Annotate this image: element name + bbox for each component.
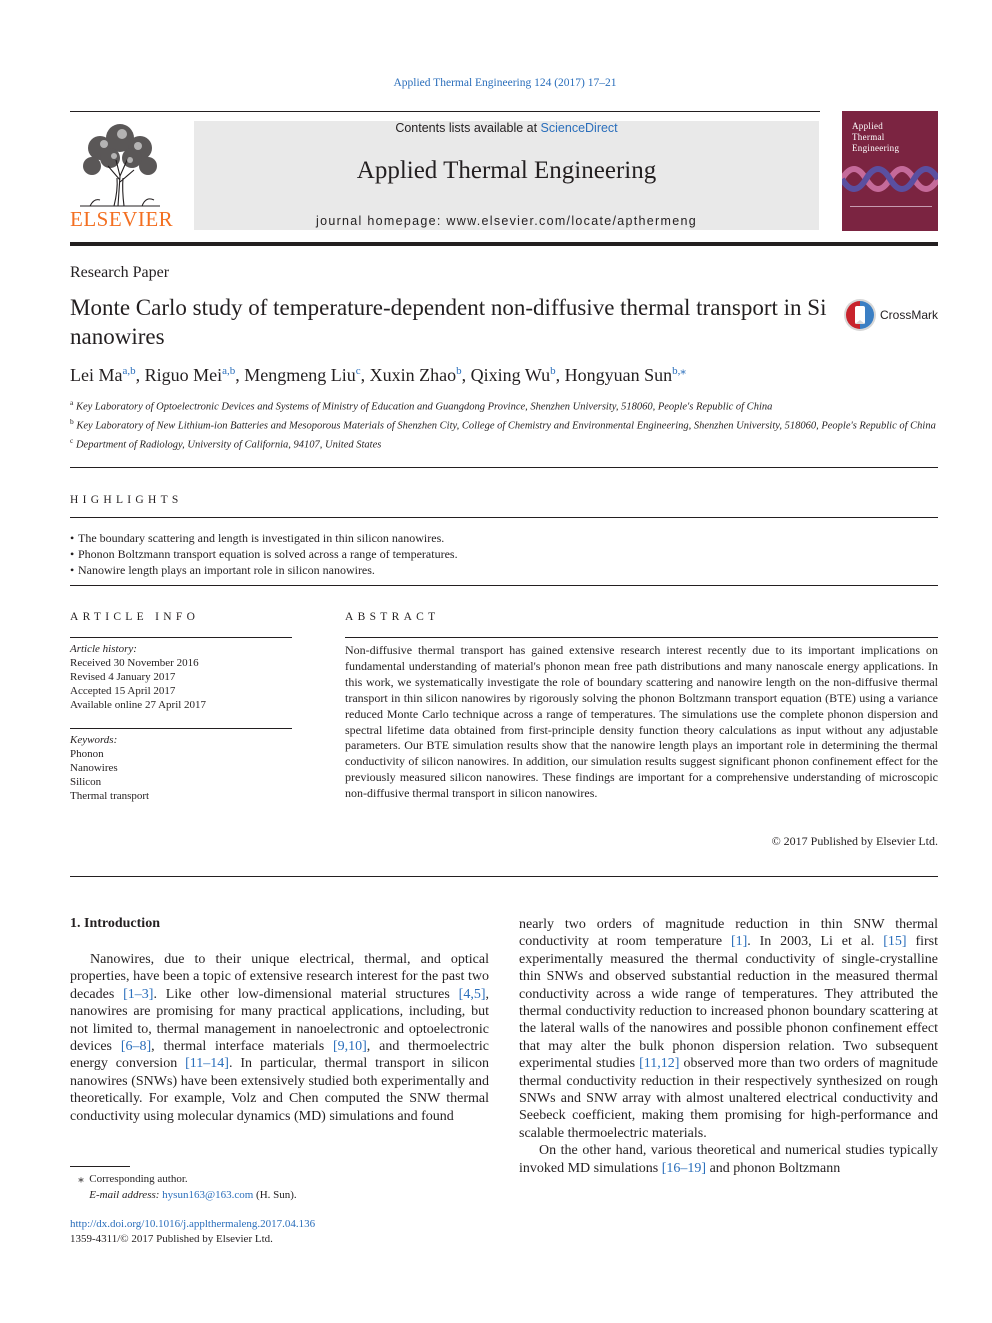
footnote [70, 1171, 297, 1203]
affiliations [70, 396, 938, 452]
history-item: Received 30 November 2016 [70, 657, 199, 669]
affiliation-mark: a [70, 398, 74, 407]
abstract-copyright: © 2017 Published by Elsevier Ltd. [771, 834, 938, 848]
corresponding-author-note [70, 1171, 297, 1187]
body-column-left [70, 951, 489, 1125]
highlights-list [70, 530, 458, 578]
author-affiliation-marker[interactable]: b,⁎ [672, 365, 686, 377]
highlight-item [70, 562, 458, 578]
affiliation-mark: b [70, 416, 74, 426]
history-item: Available online 27 April 2017 [70, 699, 207, 711]
crossmark-badge[interactable] [843, 298, 943, 334]
homepage-link[interactable]: www.elsevier.com/locate/apthermeng [446, 214, 697, 228]
article-info-rule [70, 637, 292, 638]
elsevier-logo[interactable] [70, 120, 174, 232]
paragraph-text: observed more than two orders of magnitude thermal conductivity reduction in their respectively synthesized on rough SNWs and SNW array with almost unaltered electrical conductivity and Seebeck coefficient, making them promising for high-performance and scalable thermoelectric materials. [519, 1056, 938, 1141]
highlight-text: Phonon Boltzmann transport equation is solved across a range of temperatures. [78, 547, 458, 561]
bullet-icon: • [70, 531, 75, 545]
article-history [70, 642, 206, 712]
affiliation-text: Key Laboratory of New Lithium-ion Batteries and Mesoporous Materials of Shenzhen City, College of Chemistry and Environmental Engineering, Shenzhen University, 518060, People's Republic of China [76, 420, 936, 432]
affiliations-rule [70, 467, 938, 468]
issn-copyright: 1359-4311/© 2017 Published by Elsevier Ltd. [70, 1232, 273, 1245]
cover-title-line: Engineering [852, 143, 900, 153]
crossmark-label: CrossMark [880, 308, 939, 322]
email-label: E-mail address: [89, 1189, 160, 1201]
doi-link[interactable]: http://dx.doi.org/10.1016/j.applthermaleng.2017.04.136 [70, 1218, 316, 1230]
citation-link[interactable]: [11,12] [639, 1056, 680, 1072]
author-separator: , [555, 365, 565, 385]
cover-footer-line [850, 206, 932, 207]
highlights-bottom-rule [70, 585, 938, 586]
keyword-item: Phonon [70, 748, 104, 760]
cover-title [852, 121, 899, 154]
author-separator: , [235, 365, 245, 385]
paragraph-text: On the other hand, various theoretical and numerical studies typically invoked MD simulations [519, 1143, 938, 1176]
author-name[interactable]: Hongyuan Sun [564, 365, 673, 385]
abstract-rule [345, 637, 938, 638]
body-column-right [519, 916, 938, 1177]
cover-title-line: Applied [852, 121, 884, 131]
paragraph-text: nearly two orders of magnitude reduction in thin SNW thermal conductivity at room temperature [519, 917, 938, 950]
author-list [70, 364, 686, 386]
history-label: Article history: [70, 643, 137, 655]
article-type: Research Paper [70, 264, 170, 281]
affiliation-item [70, 434, 938, 453]
affiliation-text: Department of Radiology, University of California, 94107, United States [75, 439, 382, 451]
affiliation-item [70, 415, 938, 434]
journal-homepage [194, 214, 819, 228]
author-name[interactable]: Riguo Mei [144, 365, 223, 385]
paragraph [70, 951, 489, 1125]
contents-line [194, 121, 819, 135]
highlight-text: Nanowire length plays an important role in silicon nanowires. [78, 563, 375, 577]
keyword-item: Nanowires [70, 762, 118, 774]
author-name[interactable]: Lei Ma [70, 365, 123, 385]
author-affiliation-marker[interactable]: a,b [122, 365, 136, 377]
article-title: Monte Carlo study of temperature-dependent non-diffusive thermal transport in Si nanowires [70, 295, 827, 349]
citation-link[interactable]: [6–8] [120, 1039, 152, 1055]
cover-wave-graphic [842, 159, 938, 199]
citation-link[interactable]: [1–3] [123, 986, 154, 1002]
header-rule [70, 111, 820, 112]
journal-cover[interactable] [842, 111, 938, 231]
citation-link[interactable]: [11–14] [185, 1056, 229, 1072]
author-name[interactable]: Mengmeng Liu [244, 365, 356, 385]
paragraph [519, 1142, 938, 1177]
paragraph-text: . Like other low-dimensional material structures [153, 986, 459, 1002]
email-suffix: (H. Sun). [253, 1189, 297, 1201]
keywords [70, 733, 149, 803]
highlight-text: The boundary scattering and length is investigated in thin silicon nanowires. [78, 531, 445, 545]
abstract-text: Non-diffusive thermal transport has gained extensive research interest recently due to its important implications on fundamental understanding of material's phonon mean free path distributions and many nanoscale energy applications. In this work, we systematically investigate the role of boundary scattering and nanowire length on the non-diffusive thermal transport in thin silicon nanowires by rigorously solving the phonon Boltzmann transport equation (BTE) using a variance reduced Monte Carlo technique across a range of temperatures. The simulations use the complete phonon dispersion and spectral lifetime data obtained from first-principle density function theory calculations as input without any adjustable parameters. Our BTE simulation results show that the nanowire length plays an important role in determining the thermal conductivity of silicon nanowires. In addition, our simulation results suggest significant phonon confinement effect for the previously measured silicon nanowires. These findings are important for a comprehensive understanding of microscopic non-diffusive thermal transport in silicon nanowires. [345, 643, 938, 801]
paragraph-text: . In 2003, Li et al. [747, 934, 884, 950]
author-name[interactable]: Qixing Wu [470, 365, 551, 385]
paragraph-text: . In particular, thermal transport in silicon nanowires (SNWs) have been extensively studied both experimentally and theoretically. For example, Volz and Chen computed the SNW thermal conductivity using molecular dynamics (MD) simulations and found [70, 1056, 489, 1124]
cover-title-line: Thermal [852, 132, 885, 142]
highlights-heading: HIGHLIGHTS [70, 494, 183, 506]
citation-link[interactable]: [1] [730, 934, 748, 950]
history-item: Accepted 15 April 2017 [70, 685, 176, 697]
affiliation-item [70, 396, 938, 415]
author-separator: , [360, 365, 370, 385]
crossmark-icon [843, 298, 877, 332]
elsevier-wordmark: ELSEVIER [70, 207, 174, 231]
email-link[interactable]: hysun163@163.com [162, 1189, 254, 1201]
corresponding-label: Corresponding author. [89, 1173, 188, 1185]
email-note [70, 1187, 297, 1203]
highlight-item [70, 530, 458, 546]
affiliation-text: Key Laboratory of Optoelectronic Devices and Systems of Ministry of Education and Guangdong Province, Shenzhen University, 518060, People's Republic of China [75, 401, 773, 413]
citation-link[interactable]: [9,10] [332, 1039, 367, 1055]
article-info-heading: ARTICLE INFO [70, 611, 200, 623]
paragraph-text: first experimentally measured the thermal conductivity of single-crystalline thin SNWs and observed substantial reduction in the measured thermal conductivity across a wide range of temperatures. They attributed the thermal conductivity reduction to increased phonon boundary scattering at the lateral walls of the nanowires and possible phonon confinement effect that may alter the bulk phonon dispersion relation. Two subsequent experimental studies [519, 934, 938, 1072]
keyword-item: Thermal transport [70, 790, 150, 802]
journal-citation[interactable]: Applied Thermal Engineering 124 (2017) 17–21 [393, 77, 617, 89]
bullet-icon: • [70, 547, 75, 561]
abstract-heading: ABSTRACT [345, 611, 440, 623]
paragraph [519, 916, 938, 1142]
footnote-rule [70, 1166, 130, 1167]
paragraph-text: Nanowires, due to their unique electrical, thermal, and optical properties, have been a topic of extensive research interest for the past two decades [70, 952, 489, 1002]
paragraph-text: , and thermoelectric energy conversion [70, 1039, 489, 1072]
keywords-label: Keywords: [70, 734, 118, 746]
author-separator: , [461, 365, 471, 385]
author-name[interactable]: Xuxin Zhao [369, 365, 457, 385]
header-thick-rule [70, 242, 938, 246]
author-affiliation-marker[interactable]: b [550, 365, 556, 377]
affiliation-mark: c [70, 435, 74, 445]
author-affiliation-marker[interactable]: b [456, 365, 462, 377]
history-item: Revised 4 January 2017 [70, 671, 176, 683]
contents-prefix: Contents lists available at [395, 121, 541, 135]
author-affiliation-marker[interactable]: c [355, 365, 361, 377]
author-separator: , [135, 365, 145, 385]
citation-link[interactable]: [15] [883, 934, 907, 950]
section-heading-introduction: 1. Introduction [70, 916, 160, 931]
paragraph-text: and phonon Boltzmann [706, 1160, 841, 1176]
article-footer [70, 1217, 315, 1246]
paragraph-text: , thermal interface materials [151, 1039, 333, 1055]
citation-link[interactable]: [16–19] [661, 1160, 707, 1176]
journal-name: Applied Thermal Engineering [356, 157, 657, 184]
abstract-bottom-rule [70, 876, 938, 877]
paragraph-text: , nanowires are promising for many practical applications, including, but not limited to, thermal management in nanoelectronic and optoelectronic devices [70, 986, 489, 1055]
journal-banner [194, 121, 819, 230]
keywords-rule [70, 728, 292, 729]
bullet-icon: • [70, 563, 75, 577]
sciencedirect-link[interactable]: ScienceDirect [540, 121, 618, 135]
author-affiliation-marker[interactable]: a,b [222, 365, 236, 377]
highlights-rule [70, 517, 938, 518]
keyword-item: Silicon [70, 776, 102, 788]
footnote-mark: ⁎ [78, 1173, 84, 1185]
citation-link[interactable]: [4,5] [458, 986, 486, 1002]
homepage-prefix: journal homepage: [316, 214, 447, 228]
highlight-item [70, 546, 458, 562]
elsevier-tree-icon [70, 120, 170, 208]
